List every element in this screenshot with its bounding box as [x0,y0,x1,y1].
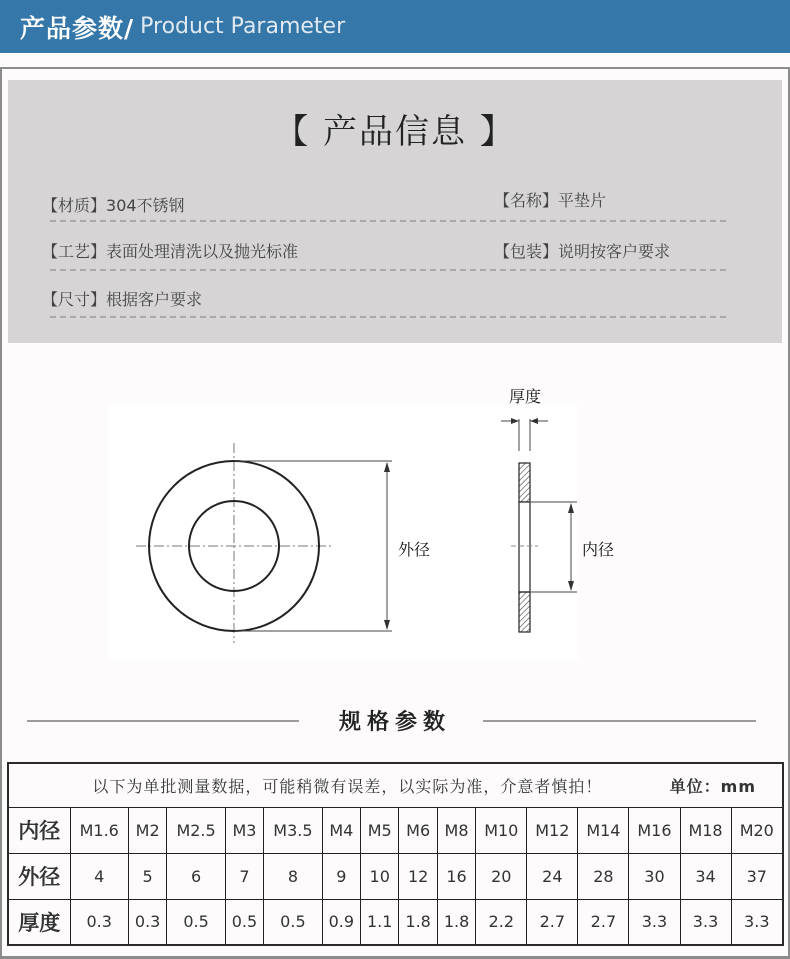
info-label: 【尺寸】 [42,290,107,309]
info-value: 平垫片 [558,191,607,210]
dashed-divider [50,220,726,222]
table-cell: M2 [128,807,166,853]
table-cell: 0.5 [225,899,263,945]
table-cell: 30 [629,853,680,899]
spec-section-header [0,700,790,740]
table-cell: 9 [322,853,360,899]
table-cell: 16 [437,853,475,899]
table-cell: M6 [399,807,437,853]
table-cell: 1.8 [437,899,475,945]
header-bar [0,0,790,53]
info-packaging [494,239,670,262]
note-row [8,763,783,807]
table-cell: 5 [128,853,166,899]
spec-title: 规格参数 [338,710,451,735]
table-cell: 4 [70,853,128,899]
table-cell: 28 [578,853,629,899]
table-cell: M16 [629,807,680,853]
table-cell: 12 [399,853,437,899]
row-header: 厚度 [8,899,70,945]
info-label: 【工艺】 [42,242,107,261]
header-title-cn: 产品参数/ [20,13,135,43]
table-row-thickness [8,899,783,945]
dashed-divider [50,269,726,271]
info-label: 【材质】 [42,196,107,215]
table-cell: 24 [527,853,578,899]
washer-drawing [108,405,578,660]
note-cell [8,763,783,807]
info-process [42,239,298,262]
table-row-inner-diameter [8,807,783,853]
table-cell: 6 [167,853,225,899]
table-cell: 8 [264,853,322,899]
table-cell: 0.5 [167,899,225,945]
product-info-card [8,80,782,343]
table-cell: M14 [578,807,629,853]
table-cell: 2.2 [476,899,527,945]
thickness-label: 厚度 [509,387,542,406]
table-cell: 7 [225,853,263,899]
spec-table [7,762,784,946]
info-name [494,188,606,211]
table-cell: M5 [361,807,399,853]
table-cell: M18 [680,807,731,853]
header-title-en: Product Parameter [140,14,346,39]
divider-line-right [483,720,756,722]
row-header: 外径 [8,853,70,899]
table-cell: M4 [322,807,360,853]
table-cell: M3 [225,807,263,853]
outer-diameter-label: 外径 [398,540,431,559]
row-header: 内径 [8,807,70,853]
table-cell: M8 [437,807,475,853]
info-title: 【 产品信息 】 [274,112,516,152]
info-value: 表面处理清洗以及抛光标准 [106,242,299,261]
info-value: 304不锈钢 [106,196,185,215]
table-cell: 3.3 [680,899,731,945]
table-cell: 37 [731,853,783,899]
table-cell: 0.3 [128,899,166,945]
inner-diameter-label: 内径 [582,540,615,559]
table-cell: M2.5 [167,807,225,853]
table-cell: M10 [476,807,527,853]
info-label: 【包装】 [494,242,559,261]
table-cell: 0.3 [70,899,128,945]
table-cell: 0.5 [264,899,322,945]
table-cell: 1.8 [399,899,437,945]
table-cell: 2.7 [527,899,578,945]
table-cell: M1.6 [70,807,128,853]
table-cell: M12 [527,807,578,853]
note-text: 以下为单批测量数据，可能稍微有误差，以实际为准，介意者慎拍！ [92,776,603,796]
unit-label: 单位：mm [669,776,756,796]
info-material [42,193,185,216]
table-cell: 3.3 [629,899,680,945]
table-cell: 2.7 [578,899,629,945]
washer-diagram-icon [108,405,578,660]
table-cell: 34 [680,853,731,899]
table-cell: 10 [361,853,399,899]
info-value: 说明按客户要求 [558,242,671,261]
info-label: 【名称】 [494,191,559,210]
table-cell: 20 [476,853,527,899]
table-row-outer-diameter [8,853,783,899]
table-cell: M3.5 [264,807,322,853]
table-cell: M20 [731,807,783,853]
table-cell: 3.3 [731,899,783,945]
info-size [42,287,202,310]
info-value: 根据客户要求 [106,290,203,309]
dashed-divider [50,316,726,318]
table-cell: 0.9 [322,899,360,945]
table-cell: 1.1 [361,899,399,945]
